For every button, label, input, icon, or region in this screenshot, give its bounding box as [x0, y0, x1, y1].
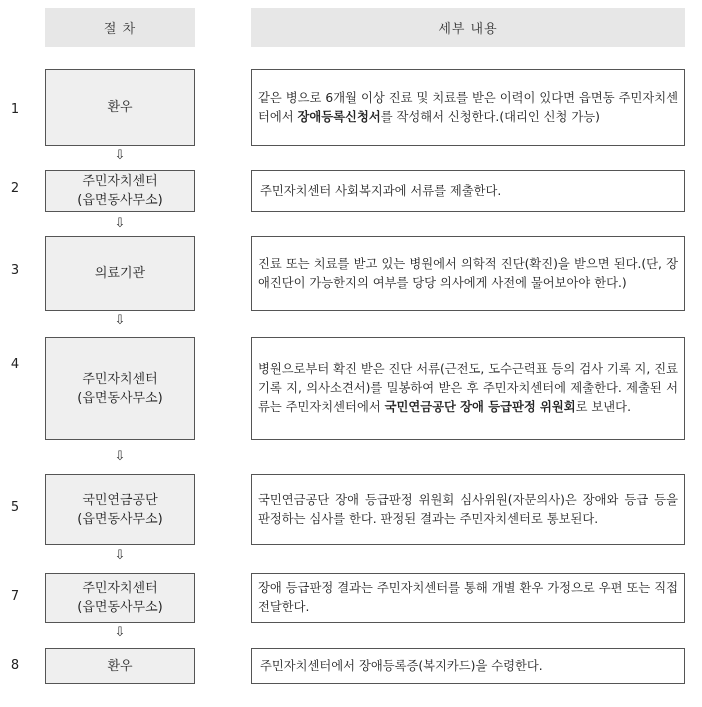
- detail-box: [251, 648, 685, 684]
- step-number: 8: [10, 658, 20, 673]
- down-arrow-icon: ⇩: [114, 449, 126, 464]
- procedure-box: [45, 236, 195, 311]
- detail-text: 장애 등급판정 결과는 주민자치센터를 통해 개별 환우 가정으로 우편 또는 직접 전달한다.: [258, 581, 678, 614]
- header-procedure: 절 차: [45, 8, 195, 47]
- header-details: 세부 내용: [251, 8, 685, 47]
- detail-box: [251, 236, 685, 311]
- detail-box: [251, 337, 685, 440]
- step-number: 2: [10, 181, 20, 196]
- procedure-box: [45, 170, 195, 212]
- step-number: 7: [10, 589, 20, 604]
- detail-emphasis: 장애등록신청서: [297, 109, 381, 124]
- procedure-box: [45, 474, 195, 545]
- procedure-sublabel: (읍면동사무소): [77, 600, 163, 615]
- procedure-box: [45, 69, 195, 146]
- detail-emphasis: 국민연금공단 장애 등급판정 위원회: [384, 400, 576, 414]
- procedure-sublabel: (읍면동사무소): [77, 511, 163, 527]
- detail-box: [251, 474, 685, 545]
- procedure-label: 주민자치센터: [82, 581, 158, 596]
- procedure-sublabel: (읍면동사무소): [77, 390, 163, 406]
- procedure-label: 주민자치센터: [82, 371, 158, 387]
- step-number: 5: [10, 500, 20, 515]
- step-number: 4: [10, 357, 20, 372]
- detail-box: [251, 170, 685, 212]
- detail-text: 주민자치센터 사회복지과에 서류를 제출한다.: [260, 183, 502, 198]
- step-number: 1: [10, 102, 20, 117]
- down-arrow-icon: ⇩: [114, 625, 126, 640]
- down-arrow-icon: ⇩: [114, 148, 126, 163]
- procedure-sublabel: (읍면동사무소): [77, 193, 163, 208]
- procedure-box: [45, 337, 195, 440]
- procedure-label: 환우: [107, 100, 133, 115]
- procedure-box: [45, 573, 195, 623]
- detail-text: 국민연금공단 장애 등급판정 위원회 심사위원(자문의사)은 장애와 등급 등을 판정하는 심사를 한다. 판정된 결과는 주민자치센터로 통보된다.: [258, 492, 678, 526]
- detail-text: 진료 또는 치료를 받고 있는 병원에서 의학적 진단(확진)을 받으면 된다.(단, 장애진단이 가능한지의 여부를 당당 의사에게 사전에 물어보아야 한다.): [258, 256, 678, 290]
- procedure-box: [45, 648, 195, 684]
- detail-text: 병원으로부터 확진 받은 진단 서류(근전도, 도수근력표 등의 검사 기록 지, 진료 기록 지, 의사소견서)를 밀봉하여 받은 후 주민자치센터에 제출한다. 제출된 서류는 주민자치센터에서 국민연금공단 장애 등급판정 위원회로 보낸다.: [258, 362, 678, 414]
- step-number: 3: [10, 263, 20, 278]
- down-arrow-icon: ⇩: [114, 548, 126, 563]
- detail-box: [251, 69, 685, 146]
- procedure-label: 국민연금공단: [82, 492, 158, 508]
- down-arrow-icon: ⇩: [114, 216, 126, 231]
- procedure-label: 의료기관: [94, 266, 146, 281]
- detail-text: 주민자치센터에서 장애등록증(복지카드)을 수령한다.: [260, 658, 543, 673]
- detail-text: 같은 병으로 6개월 이상 진료 및 치료를 받은 이력이 있다면 읍면동 주민자치센터에서 장애등록신청서를 작성해서 신청한다.(대리인 신청 가능): [258, 90, 678, 124]
- detail-box: [251, 573, 685, 623]
- procedure-label: 주민자치센터: [82, 174, 158, 189]
- down-arrow-icon: ⇩: [114, 313, 126, 328]
- procedure-label: 환우: [107, 658, 133, 674]
